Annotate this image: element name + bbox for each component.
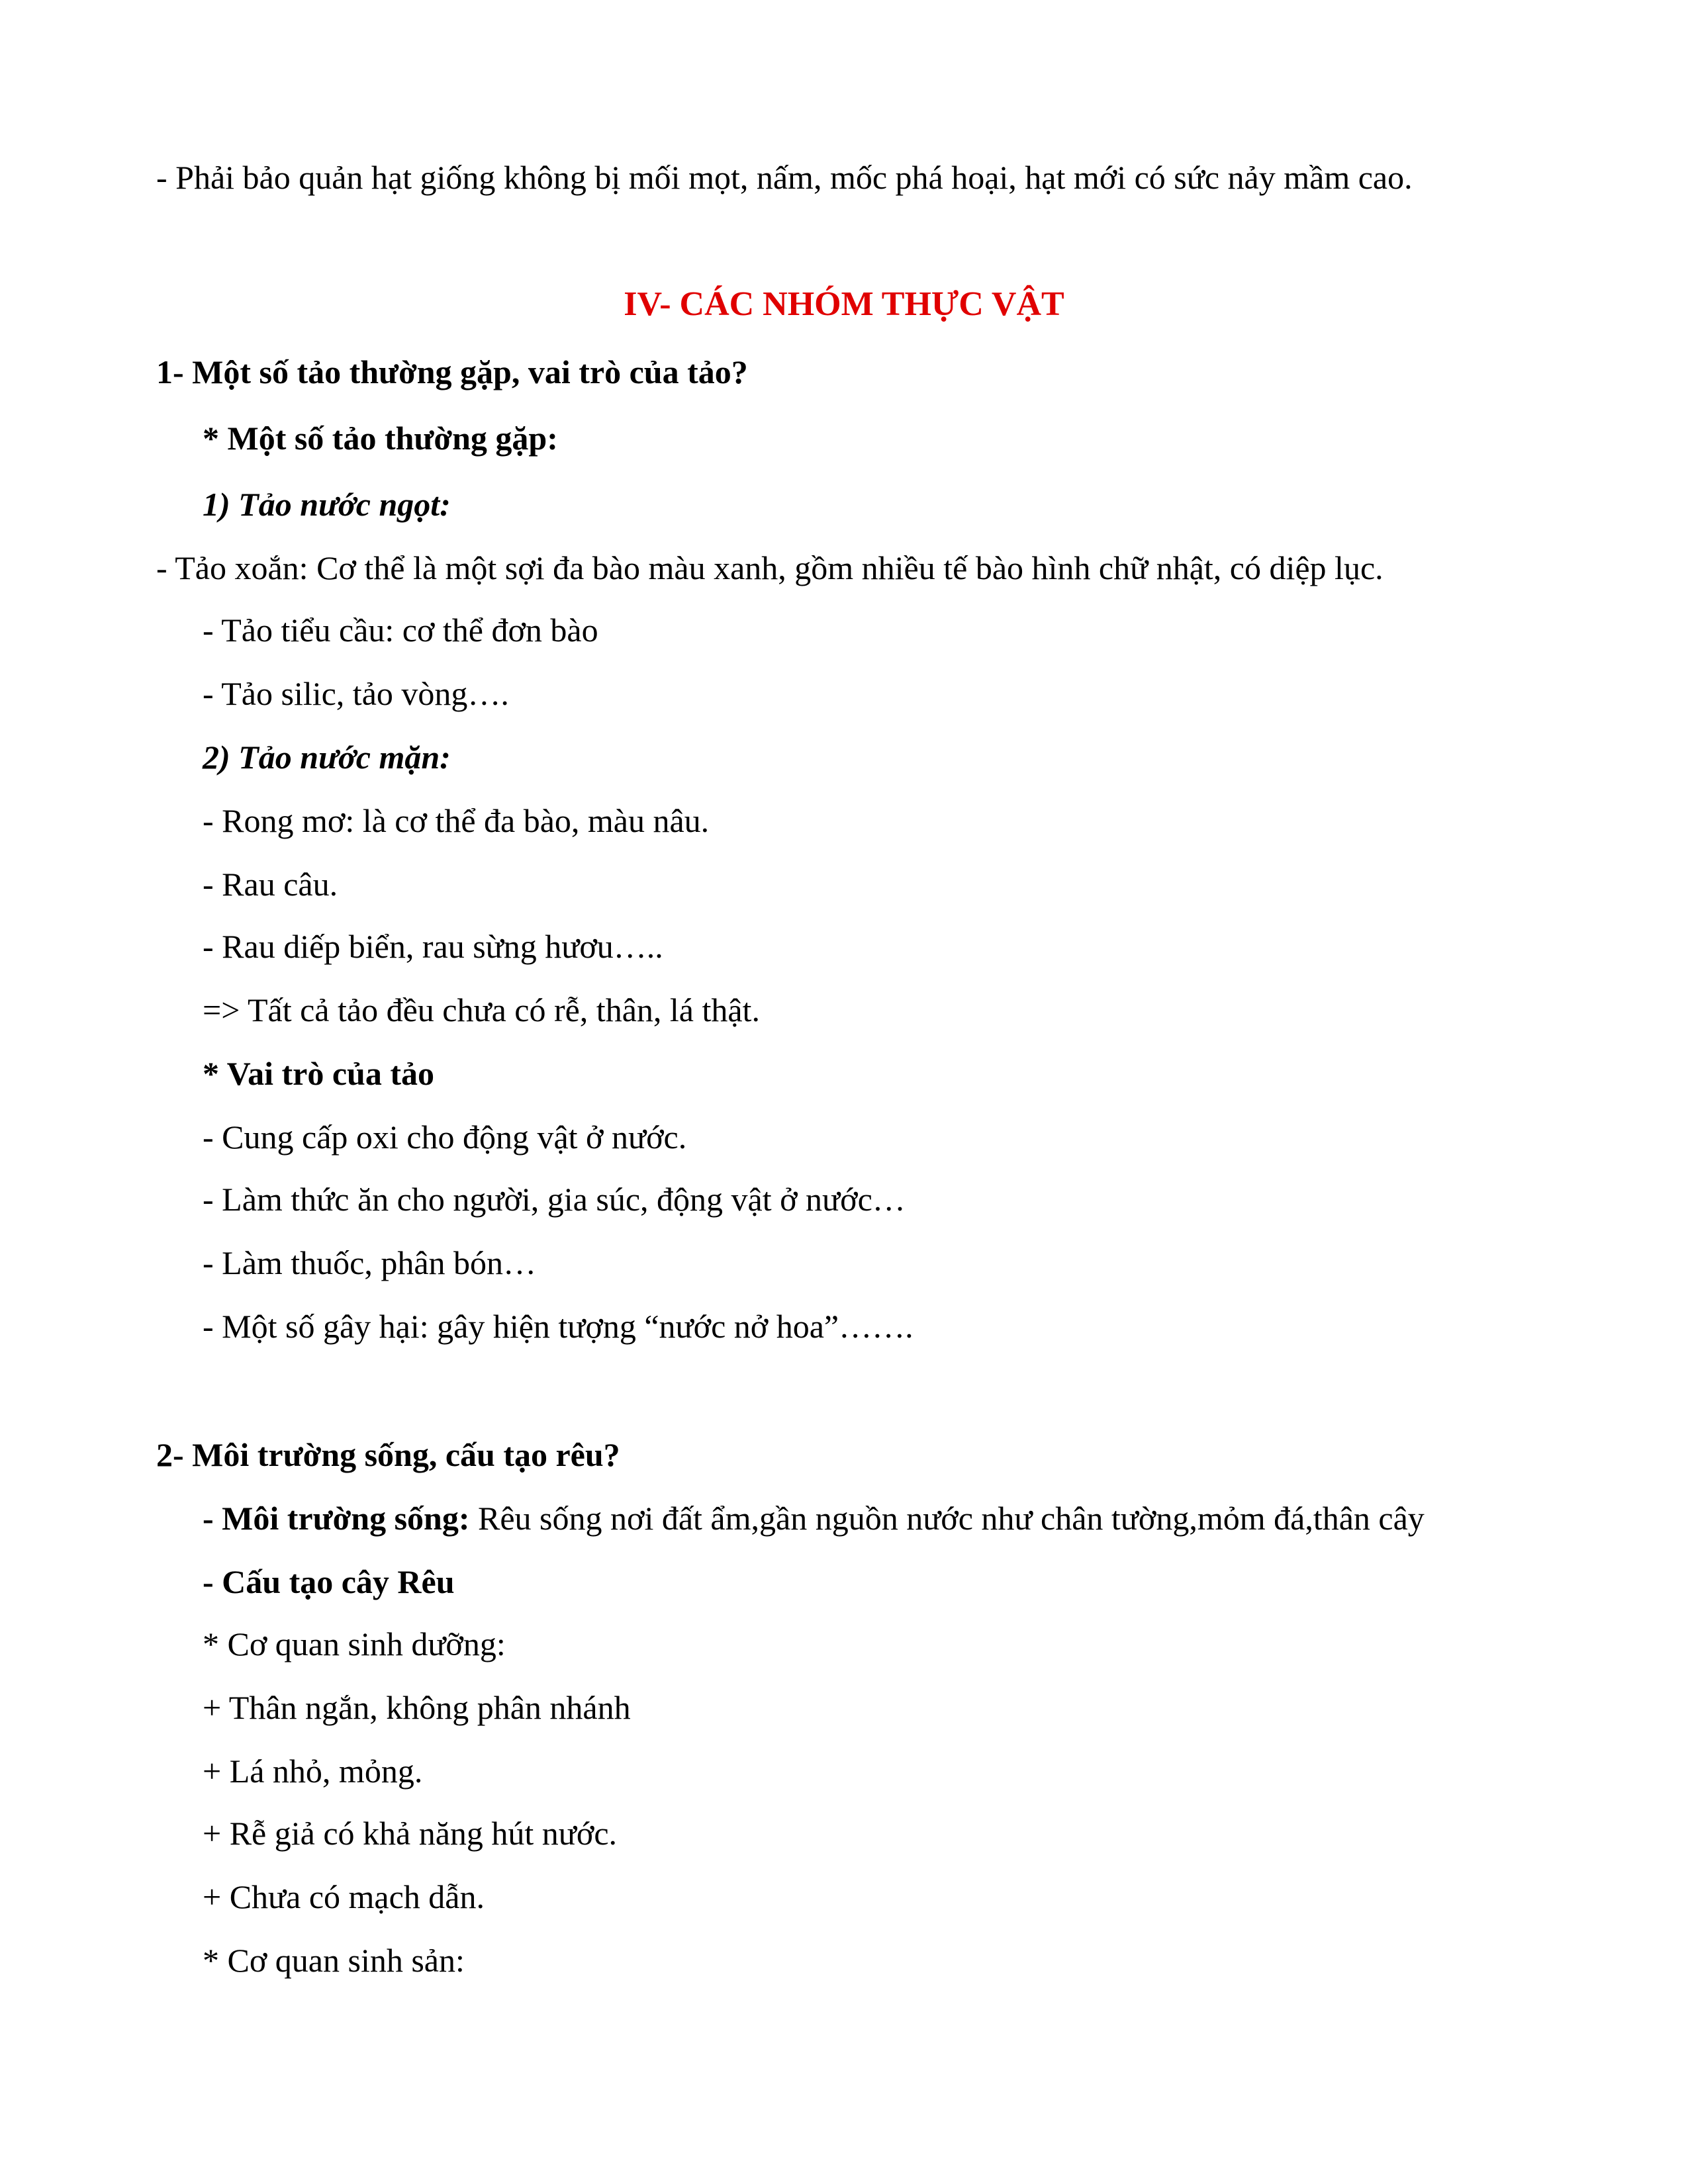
conclusion-line: => Tất cả tảo đều chưa có rễ, thân, lá thật. <box>203 991 760 1028</box>
list-item: - Làm thuốc, phân bón… <box>203 1244 537 1281</box>
seed-storage-line: - Phải bảo quản hạt giống không bị mối mọt, nấm, mốc phá hoại, hạt mới có sức nảy mầm cao. <box>156 159 1413 196</box>
list-item: - Rau diếp biển, rau sừng hươu….. <box>203 928 663 965</box>
list-item: - Tảo xoắn: Cơ thể là một sợi đa bào màu xanh, gồm nhiều tế bào hình chữ nhật, có diệp lục. <box>156 549 1383 586</box>
list-item: + Rễ giả có khả năng hút nước. <box>203 1815 618 1852</box>
subheading-saltwater-algae: 2) Tảo nước mặn: <box>203 739 451 776</box>
habitat-line <box>203 1498 1425 1538</box>
list-item: - Rau câu. <box>203 866 338 903</box>
list-item: - Rong mơ: là cơ thể đa bào, màu nâu. <box>203 802 710 839</box>
subheading-algae-roles: * Vai trò của tảo <box>203 1055 434 1092</box>
heading-moss: 2- Môi trường sống, cấu tạo rêu? <box>156 1436 620 1473</box>
list-item: - Một số gây hại: gây hiện tượng “nước nở hoa”……. <box>203 1308 914 1345</box>
heading-algae: 1- Một số tảo thường gặp, vai trò của tảo? <box>156 353 748 390</box>
list-item: * Cơ quan sinh sản: <box>203 1942 465 1979</box>
list-item: * Cơ quan sinh dưỡng: <box>203 1625 506 1662</box>
habitat-label: - Môi trường sống: <box>203 1500 470 1537</box>
subheading-moss-structure: - Cấu tạo cây Rêu <box>203 1563 455 1600</box>
list-item: + Chưa có mạch dẫn. <box>203 1878 485 1915</box>
section-title: IV- CÁC NHÓM THỰC VẬT <box>624 285 1064 323</box>
list-item: + Lá nhỏ, mỏng. <box>203 1752 423 1790</box>
list-item: - Tảo silic, tảo vòng…. <box>203 675 509 712</box>
list-item: - Tảo tiểu cầu: cơ thể đơn bào <box>203 612 598 649</box>
list-item: + Thân ngắn, không phân nhánh <box>203 1689 631 1726</box>
subheading-freshwater-algae: 1) Tảo nước ngọt: <box>203 486 451 523</box>
subheading-common-algae: * Một số tảo thường gặp: <box>203 420 558 457</box>
list-item: - Làm thức ăn cho người, gia súc, động vật ở nước… <box>203 1181 906 1218</box>
list-item: - Cung cấp oxi cho động vật ở nước. <box>203 1118 687 1156</box>
habitat-text: Rêu sống nơi đất ẩm,gần nguồn nước như chân tường,mỏm đá,thân cây <box>469 1500 1425 1537</box>
